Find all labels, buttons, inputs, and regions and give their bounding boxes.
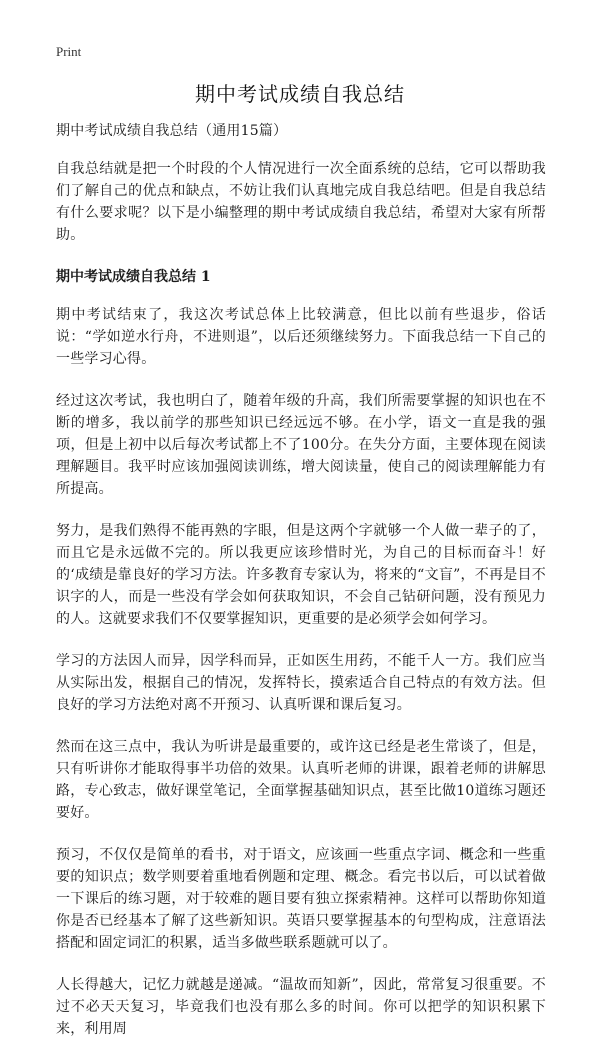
body-paragraph-7: 人长得越大，记忆力就越是递减。“温故而知新”，因此，常常复习很重要。不过不必天天复习，毕竟我们也没有那么多的时间。你可以把学的知识积累下来，利用周 [56, 977, 546, 1037]
document-body [56, 120, 546, 1060]
body-paragraph-5: 然而在这三点中，我认为听讲是最重要的，或许这已经是老生常谈了，但是，只有听讲你才能取得事半功倍的效果。认真听老师的讲课，跟着老师的讲解思路，专心致志，做好课堂笔记，全面掌握基础知识点，甚至比做10道练习题还要好。 [56, 739, 546, 821]
intro-paragraph: 自我总结就是把一个时段的个人情况进行一次全面系统的总结，它可以帮助我们了解自己的优点和缺点，不妨让我们认真地完成自我总结吧。但是自我总结有什么要求呢？以下是小编整理的期中考试成绩自我总结，希望对大家有所帮助。 [56, 161, 546, 243]
document-title: 期中考试成绩自我总结 [195, 82, 405, 106]
body-paragraph-4: 学习的方法因人而异，因学科而异，正如医生用药，不能千人一方。我们应当从实际出发，根据自己的情况，发挥特长，摸索适合自己特点的有效方法。但良好的学习方法绝对离不开预习、认真听课和课后复习。 [56, 653, 546, 713]
body-paragraph-1: 期中考试结束了，我这次考试总体上比较满意，但比以前有些退步，俗话说：“学如逆水行舟，不进则退”，以后还须继续努力。下面我总结一下自己的一些学习心得。 [56, 307, 546, 367]
body-paragraph-3: 努力，是我们熟得不能再熟的字眼，但是这两个字就够一个人做一辈子的了，而且它是永远做不完的。所以我更应该珍惜时光，为自己的目标而奋斗！好的‘成绩是靠良好的学习方法。许多教育专家认为，将来的“文盲”，不再是目不识字的人，而是一些没有学会如何获取知识，不会自己钻研问题，没有预见力的人。这就要求我们不仅要掌握知识，更重要的是必须学会如何学习。 [56, 523, 546, 627]
print-link[interactable]: Print [56, 44, 82, 59]
section-heading: 期中考试成绩自我总结 1 [56, 269, 211, 285]
document-subtitle: 期中考试成绩自我总结（通用15篇） [56, 123, 288, 139]
body-paragraph-2: 经过这次考试，我也明白了，随着年级的升高，我们所需要掌握的知识也在不断的增多，我以前学的那些知识已经远远不够。在小学，语文一直是我的强项，但是上初中以后每次考试都上不了100分。在失分方面，主要体现在阅读理解题目。我平时应该加强阅读训练，增大阅读量，使自己的阅读理解能力有所提高。 [56, 393, 546, 497]
body-paragraph-6: 预习，不仅仅是简单的看书，对于语文，应该画一些重点字词、概念和一些重要的知识点；数学则要着重地看例题和定理、概念。看完书以后，可以试着做一下课后的练习题，对于较难的题目要有独立探索精神。这样可以帮助你知道你是否已经基本了解了这些新知识。英语只要掌握基本的句型构成，注意语法搭配和固定词汇的积累，适当多做些联系题就可以了。 [56, 847, 546, 951]
